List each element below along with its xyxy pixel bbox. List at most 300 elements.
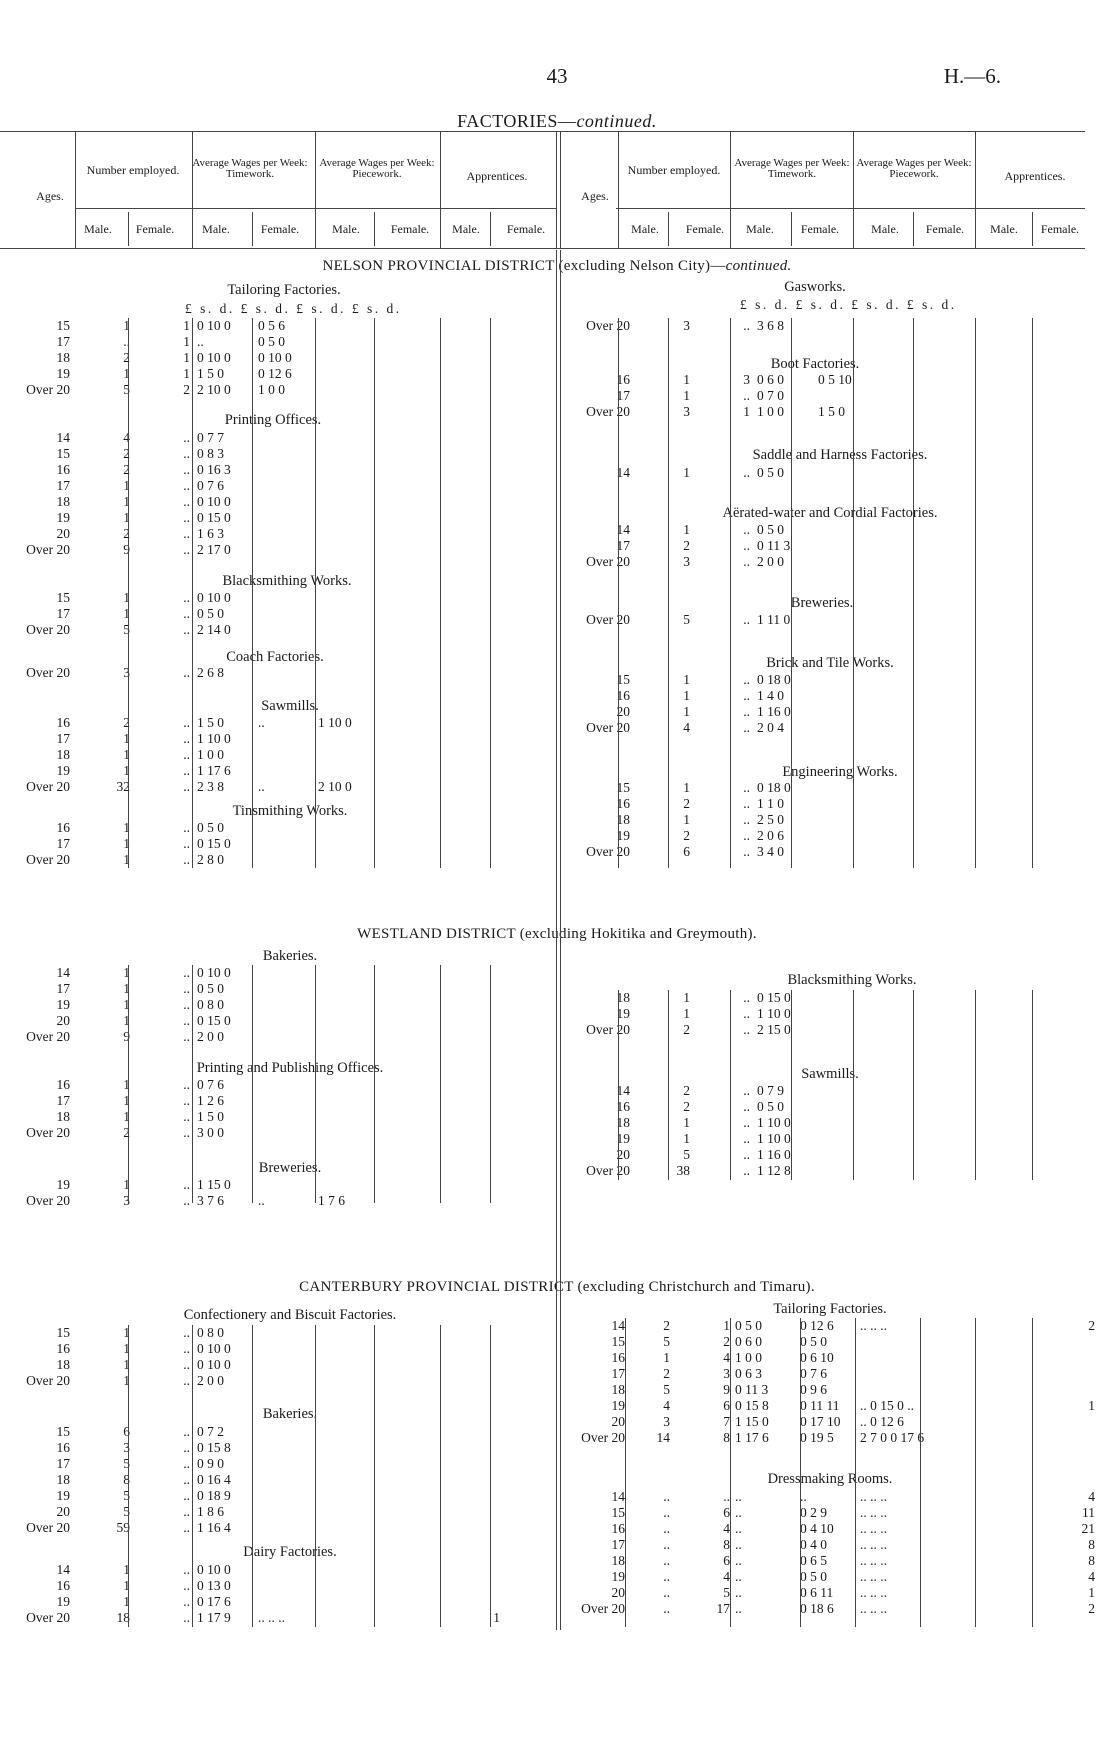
age-cell: 15 bbox=[616, 672, 630, 687]
timework-female-cell: 0 5 6 bbox=[258, 318, 285, 333]
age-cell: 19 bbox=[56, 1594, 70, 1609]
age-cell: 16 bbox=[611, 1521, 625, 1536]
district-title bbox=[0, 1279, 1114, 1296]
number-employed-header: Number employed. bbox=[627, 163, 721, 177]
male-count-cell: 3 bbox=[683, 318, 690, 333]
sub-column-line bbox=[668, 212, 669, 246]
section-title: Tinsmithing Works. bbox=[232, 803, 348, 819]
apprentices-cell: 1 bbox=[1088, 1398, 1095, 1413]
male-count-cell: 1 bbox=[663, 1350, 670, 1365]
male-count-cell: 1 bbox=[123, 997, 130, 1012]
timework-male-cell: 0 10 0 bbox=[197, 494, 231, 509]
female-count-cell: 2 bbox=[183, 382, 190, 397]
section-title: Coach Factories. bbox=[226, 649, 324, 665]
column-line bbox=[730, 318, 731, 868]
sub-column-line bbox=[913, 212, 914, 246]
timework-male-cell: 1 8 6 bbox=[197, 1504, 224, 1519]
female-count-cell: .. bbox=[743, 1115, 750, 1130]
male-count-cell: 14 bbox=[656, 1430, 670, 1445]
female-count-cell: 3 bbox=[723, 1366, 730, 1381]
age-cell: 17 bbox=[616, 538, 630, 553]
timework-male-cell: 1 0 0 bbox=[735, 1350, 762, 1365]
piecework-cell: .. .. .. bbox=[860, 1553, 887, 1568]
timework-male-cell: .. bbox=[735, 1489, 742, 1504]
female-count-cell: 1 bbox=[743, 404, 750, 419]
female-count-cell: 4 bbox=[723, 1521, 730, 1536]
section-title: Breweries. bbox=[790, 595, 854, 611]
female-count-cell: .. bbox=[743, 828, 750, 843]
age-cell: 19 bbox=[616, 1131, 630, 1146]
female-count-cell: 1 bbox=[183, 366, 190, 381]
age-cell: 19 bbox=[56, 1177, 70, 1192]
male-count-cell: 59 bbox=[116, 1520, 130, 1535]
timework-male-cell: 2 6 8 bbox=[197, 665, 224, 680]
timework-female-cell: 0 6 5 bbox=[800, 1553, 827, 1568]
age-cell: Over 20 bbox=[26, 1520, 70, 1535]
male-count-cell: 1 bbox=[123, 366, 130, 381]
age-cell: Over 20 bbox=[26, 1373, 70, 1388]
timework-female-cell: 0 4 0 bbox=[800, 1537, 827, 1552]
male-count-cell: 1 bbox=[683, 780, 690, 795]
piecework-cell: .. .. .. bbox=[860, 1537, 887, 1552]
timework-male-cell: 1 17 9 bbox=[197, 1610, 231, 1625]
column-line bbox=[192, 318, 193, 868]
male-count-cell: 1 bbox=[123, 852, 130, 867]
timework-male-cell: 1 4 0 bbox=[757, 688, 784, 703]
male-count-cell: 1 bbox=[123, 731, 130, 746]
female-count-cell: 4 bbox=[723, 1569, 730, 1584]
female-count-cell: .. bbox=[183, 1610, 190, 1625]
column-line bbox=[913, 990, 914, 1180]
female-count-cell: .. bbox=[183, 1193, 190, 1208]
section-title: Sawmills. bbox=[801, 1066, 859, 1082]
age-cell: 18 bbox=[56, 350, 70, 365]
age-cell: 14 bbox=[56, 1562, 70, 1577]
number-employed-header: Number employed. bbox=[86, 163, 180, 177]
piecework-cell: 2 7 0 0 17 6 bbox=[860, 1430, 925, 1445]
piecework-cell: .. .. .. bbox=[860, 1489, 887, 1504]
header-column-line bbox=[440, 131, 441, 248]
district-name: NELSON PROVINCIAL DISTRICT (excluding Nelson City)— bbox=[322, 258, 726, 274]
timework-male-cell: 0 6 0 bbox=[735, 1334, 762, 1349]
male-count-cell: 1 bbox=[683, 522, 690, 537]
timework-male-cell: 0 15 0 bbox=[757, 990, 791, 1005]
male-count-cell: 2 bbox=[683, 1022, 690, 1037]
column-line bbox=[440, 1325, 441, 1627]
column-line bbox=[730, 990, 731, 1180]
timework-female-cell: 0 17 10 bbox=[800, 1414, 841, 1429]
female-count-cell: 6 bbox=[723, 1505, 730, 1520]
female-count-cell: .. bbox=[743, 1006, 750, 1021]
age-cell: 14 bbox=[616, 522, 630, 537]
timework-male-cell: 1 16 4 bbox=[197, 1520, 231, 1535]
half-divider bbox=[560, 131, 561, 248]
age-cell: Over 20 bbox=[586, 1022, 630, 1037]
header-column-line bbox=[192, 131, 193, 248]
timework-female-cell: 0 5 0 bbox=[800, 1569, 827, 1584]
male-header: Male. bbox=[452, 222, 480, 236]
female-count-cell: 4 bbox=[723, 1350, 730, 1365]
age-cell: 15 bbox=[56, 318, 70, 333]
apprentices-cell: 2 bbox=[1088, 1601, 1095, 1616]
timework-male-cell: 0 9 0 bbox=[197, 1456, 224, 1471]
timework-male-cell: 0 8 3 bbox=[197, 446, 224, 461]
timework-male-cell: 1 15 0 bbox=[735, 1414, 769, 1429]
age-cell: 18 bbox=[56, 1472, 70, 1487]
female-count-cell: 1 bbox=[183, 334, 190, 349]
age-cell: Over 20 bbox=[586, 612, 630, 627]
column-line bbox=[975, 318, 976, 868]
female-count-cell: .. bbox=[183, 852, 190, 867]
female-header: Female. bbox=[1040, 222, 1080, 236]
male-header: Male. bbox=[202, 222, 230, 236]
female-count-cell: .. bbox=[183, 1373, 190, 1388]
section-title: Confectionery and Biscuit Factories. bbox=[183, 1307, 397, 1323]
age-cell: 20 bbox=[611, 1414, 625, 1429]
female-count-cell: .. bbox=[183, 1325, 190, 1340]
female-count-cell: .. bbox=[743, 1022, 750, 1037]
timework-female-cell: 0 9 6 bbox=[800, 1382, 827, 1397]
timework-male-cell: 3 4 0 bbox=[757, 844, 784, 859]
age-cell: 19 bbox=[56, 1488, 70, 1503]
female-count-cell: .. bbox=[743, 844, 750, 859]
timework-male-cell: .. bbox=[735, 1569, 742, 1584]
timework-male-cell: 0 8 0 bbox=[197, 1325, 224, 1340]
female-count-cell: .. bbox=[183, 763, 190, 778]
female-header: Female. bbox=[260, 222, 300, 236]
piecework-cell: .. .. .. bbox=[860, 1601, 887, 1616]
age-cell: 16 bbox=[56, 462, 70, 477]
column-line bbox=[853, 990, 854, 1180]
female-header: Female. bbox=[800, 222, 840, 236]
apprentices-cell: 21 bbox=[1081, 1521, 1095, 1536]
female-count-cell: .. bbox=[183, 622, 190, 637]
male-count-cell: 1 bbox=[123, 318, 130, 333]
female-count-cell: .. bbox=[743, 318, 750, 333]
age-cell: Over 20 bbox=[26, 1029, 70, 1044]
column-line bbox=[374, 318, 375, 868]
male-count-cell: 1 bbox=[123, 981, 130, 996]
sub-column-line bbox=[490, 212, 491, 246]
section-title: Blacksmithing Works. bbox=[222, 573, 352, 589]
timework-male-cell: 1 12 8 bbox=[757, 1163, 791, 1178]
header-column-line bbox=[853, 131, 854, 248]
timework-male-cell: 0 18 0 bbox=[757, 780, 791, 795]
male-count-cell: 1 bbox=[683, 704, 690, 719]
timework-male-cell: 2 3 8 bbox=[197, 779, 224, 794]
column-line bbox=[315, 965, 316, 1203]
male-count-cell: 5 bbox=[663, 1382, 670, 1397]
apprentices-cell: 4 bbox=[1088, 1569, 1095, 1584]
male-count-cell: 2 bbox=[123, 446, 130, 461]
timework-male-cell: 0 15 8 bbox=[735, 1398, 769, 1413]
age-cell: Over 20 bbox=[581, 1601, 625, 1616]
male-count-cell: 8 bbox=[123, 1472, 130, 1487]
female-count-cell: .. bbox=[743, 780, 750, 795]
female-count-cell: .. bbox=[183, 510, 190, 525]
male-count-cell: 1 bbox=[683, 1115, 690, 1130]
male-count-cell: 9 bbox=[123, 1029, 130, 1044]
timework-male-cell: 0 5 0 bbox=[735, 1318, 762, 1333]
female-count-cell: 1 bbox=[183, 318, 190, 333]
age-cell: 16 bbox=[56, 1077, 70, 1092]
timework-male-cell: 1 17 6 bbox=[735, 1430, 769, 1445]
female-count-cell: .. bbox=[183, 1456, 190, 1471]
male-count-cell: 2 bbox=[683, 828, 690, 843]
male-header: Male. bbox=[332, 222, 360, 236]
male-count-cell: 1 bbox=[683, 990, 690, 1005]
age-cell: 16 bbox=[56, 1341, 70, 1356]
timework-female-cell: .. .. .. bbox=[258, 1610, 285, 1625]
female-count-cell: 1 bbox=[183, 350, 190, 365]
female-count-cell: 6 bbox=[723, 1553, 730, 1568]
timework-male-cell: 1 10 0 bbox=[197, 731, 231, 746]
male-count-cell: 1 bbox=[123, 965, 130, 980]
male-count-cell: 1 bbox=[123, 606, 130, 621]
timework-male-cell: 0 6 0 bbox=[757, 372, 784, 387]
timework-male-cell: 2 10 0 bbox=[197, 382, 231, 397]
column-line bbox=[315, 318, 316, 868]
female-count-cell: .. bbox=[183, 478, 190, 493]
timework-male-cell: 0 7 0 bbox=[757, 388, 784, 403]
age-cell: 16 bbox=[56, 715, 70, 730]
age-cell: 17 bbox=[56, 981, 70, 996]
age-cell: 18 bbox=[56, 1109, 70, 1124]
male-count-cell: 2 bbox=[663, 1366, 670, 1381]
timework-male-cell: 0 15 0 bbox=[197, 510, 231, 525]
male-count-cell: 3 bbox=[683, 404, 690, 419]
timework-header: Average Wages per Week: Timework. bbox=[192, 157, 308, 180]
age-cell: Over 20 bbox=[26, 1193, 70, 1208]
header-column-line bbox=[618, 131, 619, 248]
timework-male-cell: .. bbox=[735, 1537, 742, 1552]
timework-male-cell: .. bbox=[735, 1521, 742, 1536]
timework-female-cell: 1 0 0 bbox=[258, 382, 285, 397]
female-count-cell: .. bbox=[723, 1489, 730, 1504]
male-count-cell: 1 bbox=[123, 747, 130, 762]
timework-male-cell: 0 11 3 bbox=[735, 1382, 769, 1397]
timework-male-cell: 1 16 0 bbox=[757, 1147, 791, 1162]
column-line bbox=[855, 1318, 856, 1627]
male-count-cell: .. bbox=[663, 1537, 670, 1552]
page-title: FACTORIES—continued. bbox=[457, 111, 657, 131]
timework-male-cell: 0 11 3 bbox=[757, 538, 791, 553]
column-line bbox=[1032, 318, 1033, 868]
page-number: 43 bbox=[546, 64, 568, 88]
female-count-cell: .. bbox=[183, 590, 190, 605]
female-count-cell: 9 bbox=[723, 1382, 730, 1397]
timework-male-cell: 0 5 0 bbox=[197, 606, 224, 621]
timework-male-cell: 1 1 0 bbox=[757, 796, 784, 811]
section-title: Sawmills. bbox=[261, 698, 319, 714]
age-cell: 14 bbox=[56, 430, 70, 445]
timework-male-cell: 0 10 0 bbox=[197, 1341, 231, 1356]
timework-male-cell: 1 5 0 bbox=[197, 366, 224, 381]
male-count-cell: .. bbox=[663, 1505, 670, 1520]
column-line bbox=[668, 318, 669, 868]
timework-male-cell: 2 14 0 bbox=[197, 622, 231, 637]
timework-male-cell: 0 10 0 bbox=[197, 1357, 231, 1372]
female-count-cell: .. bbox=[743, 990, 750, 1005]
male-count-cell: .. bbox=[663, 1585, 670, 1600]
age-cell: 19 bbox=[56, 366, 70, 381]
section-title: Tailoring Factories. bbox=[773, 1301, 887, 1317]
column-line bbox=[800, 1318, 801, 1627]
age-cell: 18 bbox=[56, 494, 70, 509]
male-count-cell: 2 bbox=[683, 538, 690, 553]
male-count-cell: 5 bbox=[123, 382, 130, 397]
age-cell: 19 bbox=[611, 1569, 625, 1584]
column-line bbox=[791, 318, 792, 868]
female-count-cell: .. bbox=[183, 542, 190, 557]
female-count-cell: .. bbox=[183, 1109, 190, 1124]
timework-male-cell: 1 11 0 bbox=[757, 612, 791, 627]
female-count-cell: .. bbox=[743, 538, 750, 553]
timework-male-cell: 0 18 9 bbox=[197, 1488, 231, 1503]
male-count-cell: .. bbox=[663, 1489, 670, 1504]
column-line bbox=[490, 318, 491, 868]
column-line bbox=[791, 990, 792, 1180]
header-sub-rule bbox=[616, 208, 1085, 209]
section-title: Bakeries. bbox=[262, 1406, 318, 1422]
female-count-cell: .. bbox=[743, 704, 750, 719]
age-cell: 17 bbox=[56, 731, 70, 746]
age-cell: 17 bbox=[616, 388, 630, 403]
male-count-cell: 1 bbox=[683, 1006, 690, 1021]
timework-male-cell: 0 5 0 bbox=[757, 1099, 784, 1114]
sub-column-line bbox=[252, 212, 253, 246]
age-cell: Over 20 bbox=[586, 720, 630, 735]
female-count-cell: .. bbox=[183, 1357, 190, 1372]
male-header: Male. bbox=[631, 222, 659, 236]
timework-male-cell: 0 5 0 bbox=[757, 465, 784, 480]
header-bottom-rule bbox=[0, 248, 1085, 249]
male-count-cell: 2 bbox=[683, 1083, 690, 1098]
timework-male-cell: 0 10 0 bbox=[197, 590, 231, 605]
female-count-cell: 6 bbox=[723, 1398, 730, 1413]
age-cell: 16 bbox=[56, 820, 70, 835]
section-title: Dressmaking Rooms. bbox=[767, 1471, 893, 1487]
male-count-cell: 1 bbox=[123, 1562, 130, 1577]
piecework-cell: .. 0 12 6 bbox=[860, 1414, 904, 1429]
column-line bbox=[618, 318, 619, 868]
apprentices-cell: 8 bbox=[1088, 1553, 1095, 1568]
male-count-cell: 1 bbox=[683, 812, 690, 827]
timework-female-cell: 0 5 0 bbox=[258, 334, 285, 349]
female-count-cell: .. bbox=[743, 522, 750, 537]
timework-female-cell: 0 10 0 bbox=[258, 350, 292, 365]
female-header: Female. bbox=[135, 222, 175, 236]
column-line bbox=[1032, 1318, 1033, 1627]
male-count-cell: 5 bbox=[123, 1456, 130, 1471]
timework-male-cell: 0 10 0 bbox=[197, 1562, 231, 1577]
female-count-cell: .. bbox=[183, 1029, 190, 1044]
column-line bbox=[440, 318, 441, 868]
piecework-header: Average Wages per Week: Piecework. bbox=[319, 157, 435, 180]
age-cell: 18 bbox=[56, 747, 70, 762]
male-count-cell: 1 bbox=[683, 672, 690, 687]
section-title: Printing and Publishing Offices. bbox=[196, 1060, 384, 1076]
currency-header: £ s. d. £ s. d. £ s. d. £ s. d. bbox=[740, 297, 957, 312]
age-cell: 16 bbox=[616, 372, 630, 387]
female-count-cell: .. bbox=[183, 1077, 190, 1092]
timework-female-cell: 0 5 0 bbox=[800, 1334, 827, 1349]
male-count-cell: .. bbox=[663, 1553, 670, 1568]
male-count-cell: 4 bbox=[663, 1398, 670, 1413]
timework-male-cell: 2 17 0 bbox=[197, 542, 231, 557]
center-divider bbox=[556, 250, 557, 1630]
male-count-cell: 5 bbox=[123, 622, 130, 637]
female-count-cell: .. bbox=[183, 1125, 190, 1140]
female-count-cell: .. bbox=[183, 1424, 190, 1439]
male-header: Male. bbox=[871, 222, 899, 236]
timework-male-cell: 0 16 3 bbox=[197, 462, 231, 477]
male-count-cell: 1 bbox=[123, 1357, 130, 1372]
timework-male-cell: 1 10 0 bbox=[757, 1131, 791, 1146]
age-cell: Over 20 bbox=[26, 1610, 70, 1625]
female-count-cell: .. bbox=[183, 1488, 190, 1503]
timework-male-cell: 0 10 0 bbox=[197, 350, 231, 365]
column-line bbox=[128, 1325, 129, 1627]
timework-male-cell: 1 17 6 bbox=[197, 763, 231, 778]
male-count-cell: 1 bbox=[683, 372, 690, 387]
female-count-cell: .. bbox=[183, 494, 190, 509]
age-cell: 20 bbox=[56, 526, 70, 541]
male-count-cell: 5 bbox=[123, 1504, 130, 1519]
male-count-cell: 5 bbox=[683, 612, 690, 627]
female-count-cell: .. bbox=[743, 1163, 750, 1178]
timework-male-cell: 2 15 0 bbox=[757, 1022, 791, 1037]
section-title: Saddle and Harness Factories. bbox=[752, 447, 928, 463]
female-count-cell: .. bbox=[743, 388, 750, 403]
column-line bbox=[920, 1318, 921, 1627]
age-cell: 18 bbox=[611, 1553, 625, 1568]
piecework-cell: .. .. .. bbox=[860, 1318, 887, 1333]
header-column-line bbox=[556, 131, 557, 248]
district-title bbox=[0, 258, 1114, 275]
section-title: Brick and Tile Works. bbox=[766, 655, 894, 671]
column-line bbox=[315, 1325, 316, 1627]
age-cell: 16 bbox=[56, 1578, 70, 1593]
female-count-cell: .. bbox=[183, 1093, 190, 1108]
timework-female-cell: 0 12 6 bbox=[258, 366, 292, 381]
male-count-cell: 1 bbox=[683, 388, 690, 403]
female-count-cell: .. bbox=[183, 731, 190, 746]
column-line bbox=[1032, 990, 1033, 1180]
age-cell: Over 20 bbox=[26, 852, 70, 867]
age-cell: 15 bbox=[56, 1424, 70, 1439]
female-count-cell: .. bbox=[743, 612, 750, 627]
male-count-cell: 5 bbox=[663, 1334, 670, 1349]
male-count-cell: 2 bbox=[123, 462, 130, 477]
column-line bbox=[490, 1325, 491, 1627]
male-count-cell: 3 bbox=[123, 665, 130, 680]
male-count-cell: 1 bbox=[683, 465, 690, 480]
piecework-cell: .. .. .. bbox=[860, 1585, 887, 1600]
timework-male-cell: 0 5 0 bbox=[197, 981, 224, 996]
piecework-cell: .. .. .. bbox=[860, 1505, 887, 1520]
age-cell: 15 bbox=[56, 590, 70, 605]
female-count-cell: .. bbox=[743, 554, 750, 569]
age-cell: 15 bbox=[56, 446, 70, 461]
timework-male-cell: 0 15 8 bbox=[197, 1440, 231, 1455]
male-header: Male. bbox=[990, 222, 1018, 236]
header-column-line bbox=[730, 131, 731, 248]
male-count-cell: 1 bbox=[683, 1131, 690, 1146]
male-count-cell: 1 bbox=[123, 1077, 130, 1092]
age-cell: 14 bbox=[616, 465, 630, 480]
female-count-cell: .. bbox=[183, 462, 190, 477]
